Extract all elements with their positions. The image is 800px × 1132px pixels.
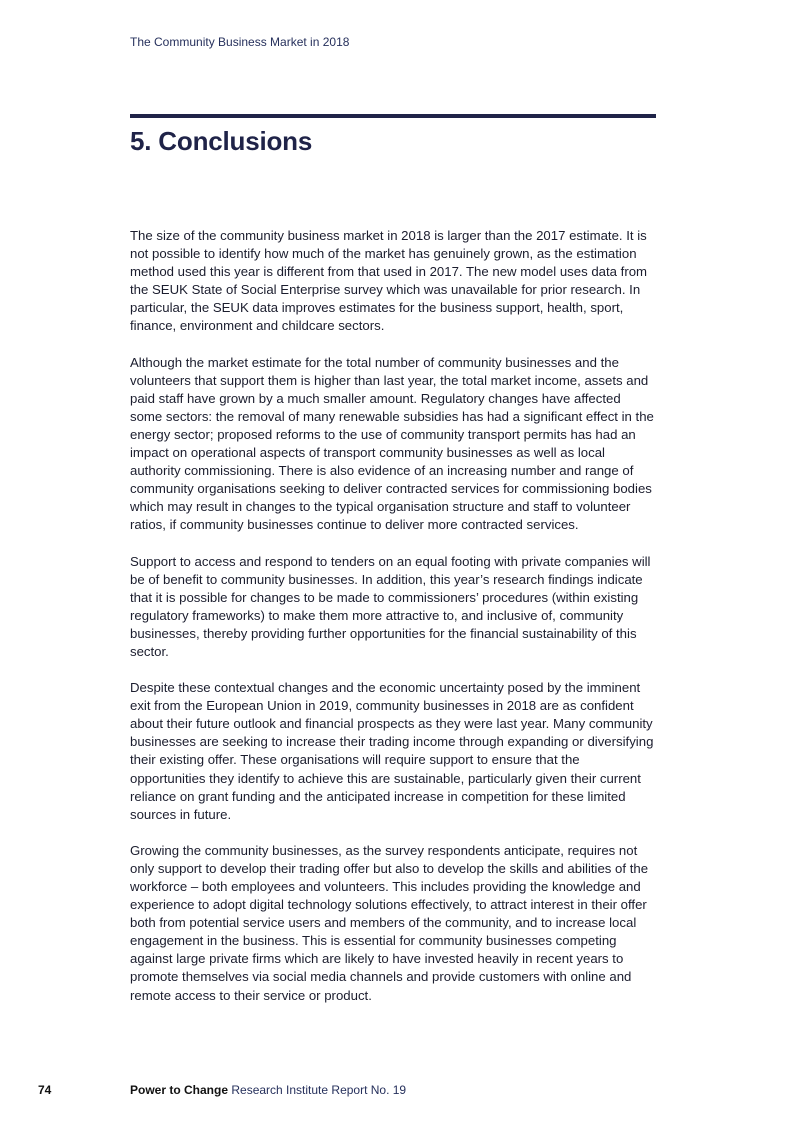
footer-report-title xyxy=(130,1083,406,1097)
paragraph: Growing the community businesses, as the survey respondents anticipate, requires not only support to develop their trading offer but also to develop the skills and abilities of the workforce – both employees and volunteers. This includes providing the knowledge and experience to adopt digital technology solutions effectively, to attract interest in their offer both from potential service users and members of the community, and to increase local engagement in the business. This is essential for community businesses competing against large private firms which are likely to have invested heavily in recent years to promote themselves via social media channels and provide customers with online and remote access to their service or product. xyxy=(130,842,649,1003)
paragraph: Despite these contextual changes and the economic uncertainty posed by the imminent exit from the European Union in 2019, community businesses in 2018 are as confident about their future outlook and financial prospects as they were last year. Many community businesses are seeking to increase their trading income through expanding or diversifying their existing offer. These organisations will require support to ensure that the opportunities they identify to achieve this are sustainable, particularly given their current reliance on grant funding and the anticipated increase in competition for these limited sources in future. xyxy=(130,680,654,822)
section-divider xyxy=(130,114,656,118)
body-text xyxy=(130,227,654,1023)
paragraph: Support to access and respond to tenders on an equal footing with private companies will be of benefit to community businesses. In addition, this year’s research findings indicate that it is possible for changes to be made to commissioners’ procedures (within existing regulatory frameworks) to make them more attractive to, and inclusive of, community businesses, thereby providing further opportunities for the financial sustainability of this sector. xyxy=(130,553,651,659)
page-number: 74 xyxy=(38,1083,52,1097)
page-title: 5. Conclusions xyxy=(130,126,313,156)
paragraph: The size of the community business market in 2018 is larger than the 2017 estimate. It is not possible to identify how much of the market has genuinely grown, as the estimation method used this year is different from that used in 2017. The new model uses data from the SEUK State of Social Enterprise survey which was unavailable for prior research. In particular, the SEUK data improves estimates for the business support, health, sport, finance, environment and childcare sectors. xyxy=(130,228,648,334)
footer-org-name: Power to Change xyxy=(130,1083,229,1097)
paragraph: Although the market estimate for the total number of community businesses and the volunteers that support them is higher than last year, the total market income, assets and paid staff have grown by a much smaller amount. Regulatory changes have affected some sectors: the removal of many renewable subsidies has had a significant effect in the energy sector; proposed reforms to the use of community transport permits has had an impact on operational aspects of transport community businesses as well as local authority commissioning. There is also evidence of an increasing number and range of community organisations seeking to deliver contracted services for commissioning bodies which may result in changes to the typical organisation structure and staff to volunteer ratios, if community businesses continue to deliver more contracted services. xyxy=(130,354,654,533)
footer-report-name: Research Institute Report No. 19 xyxy=(228,1083,407,1097)
running-header: The Community Business Market in 2018 xyxy=(130,35,350,49)
